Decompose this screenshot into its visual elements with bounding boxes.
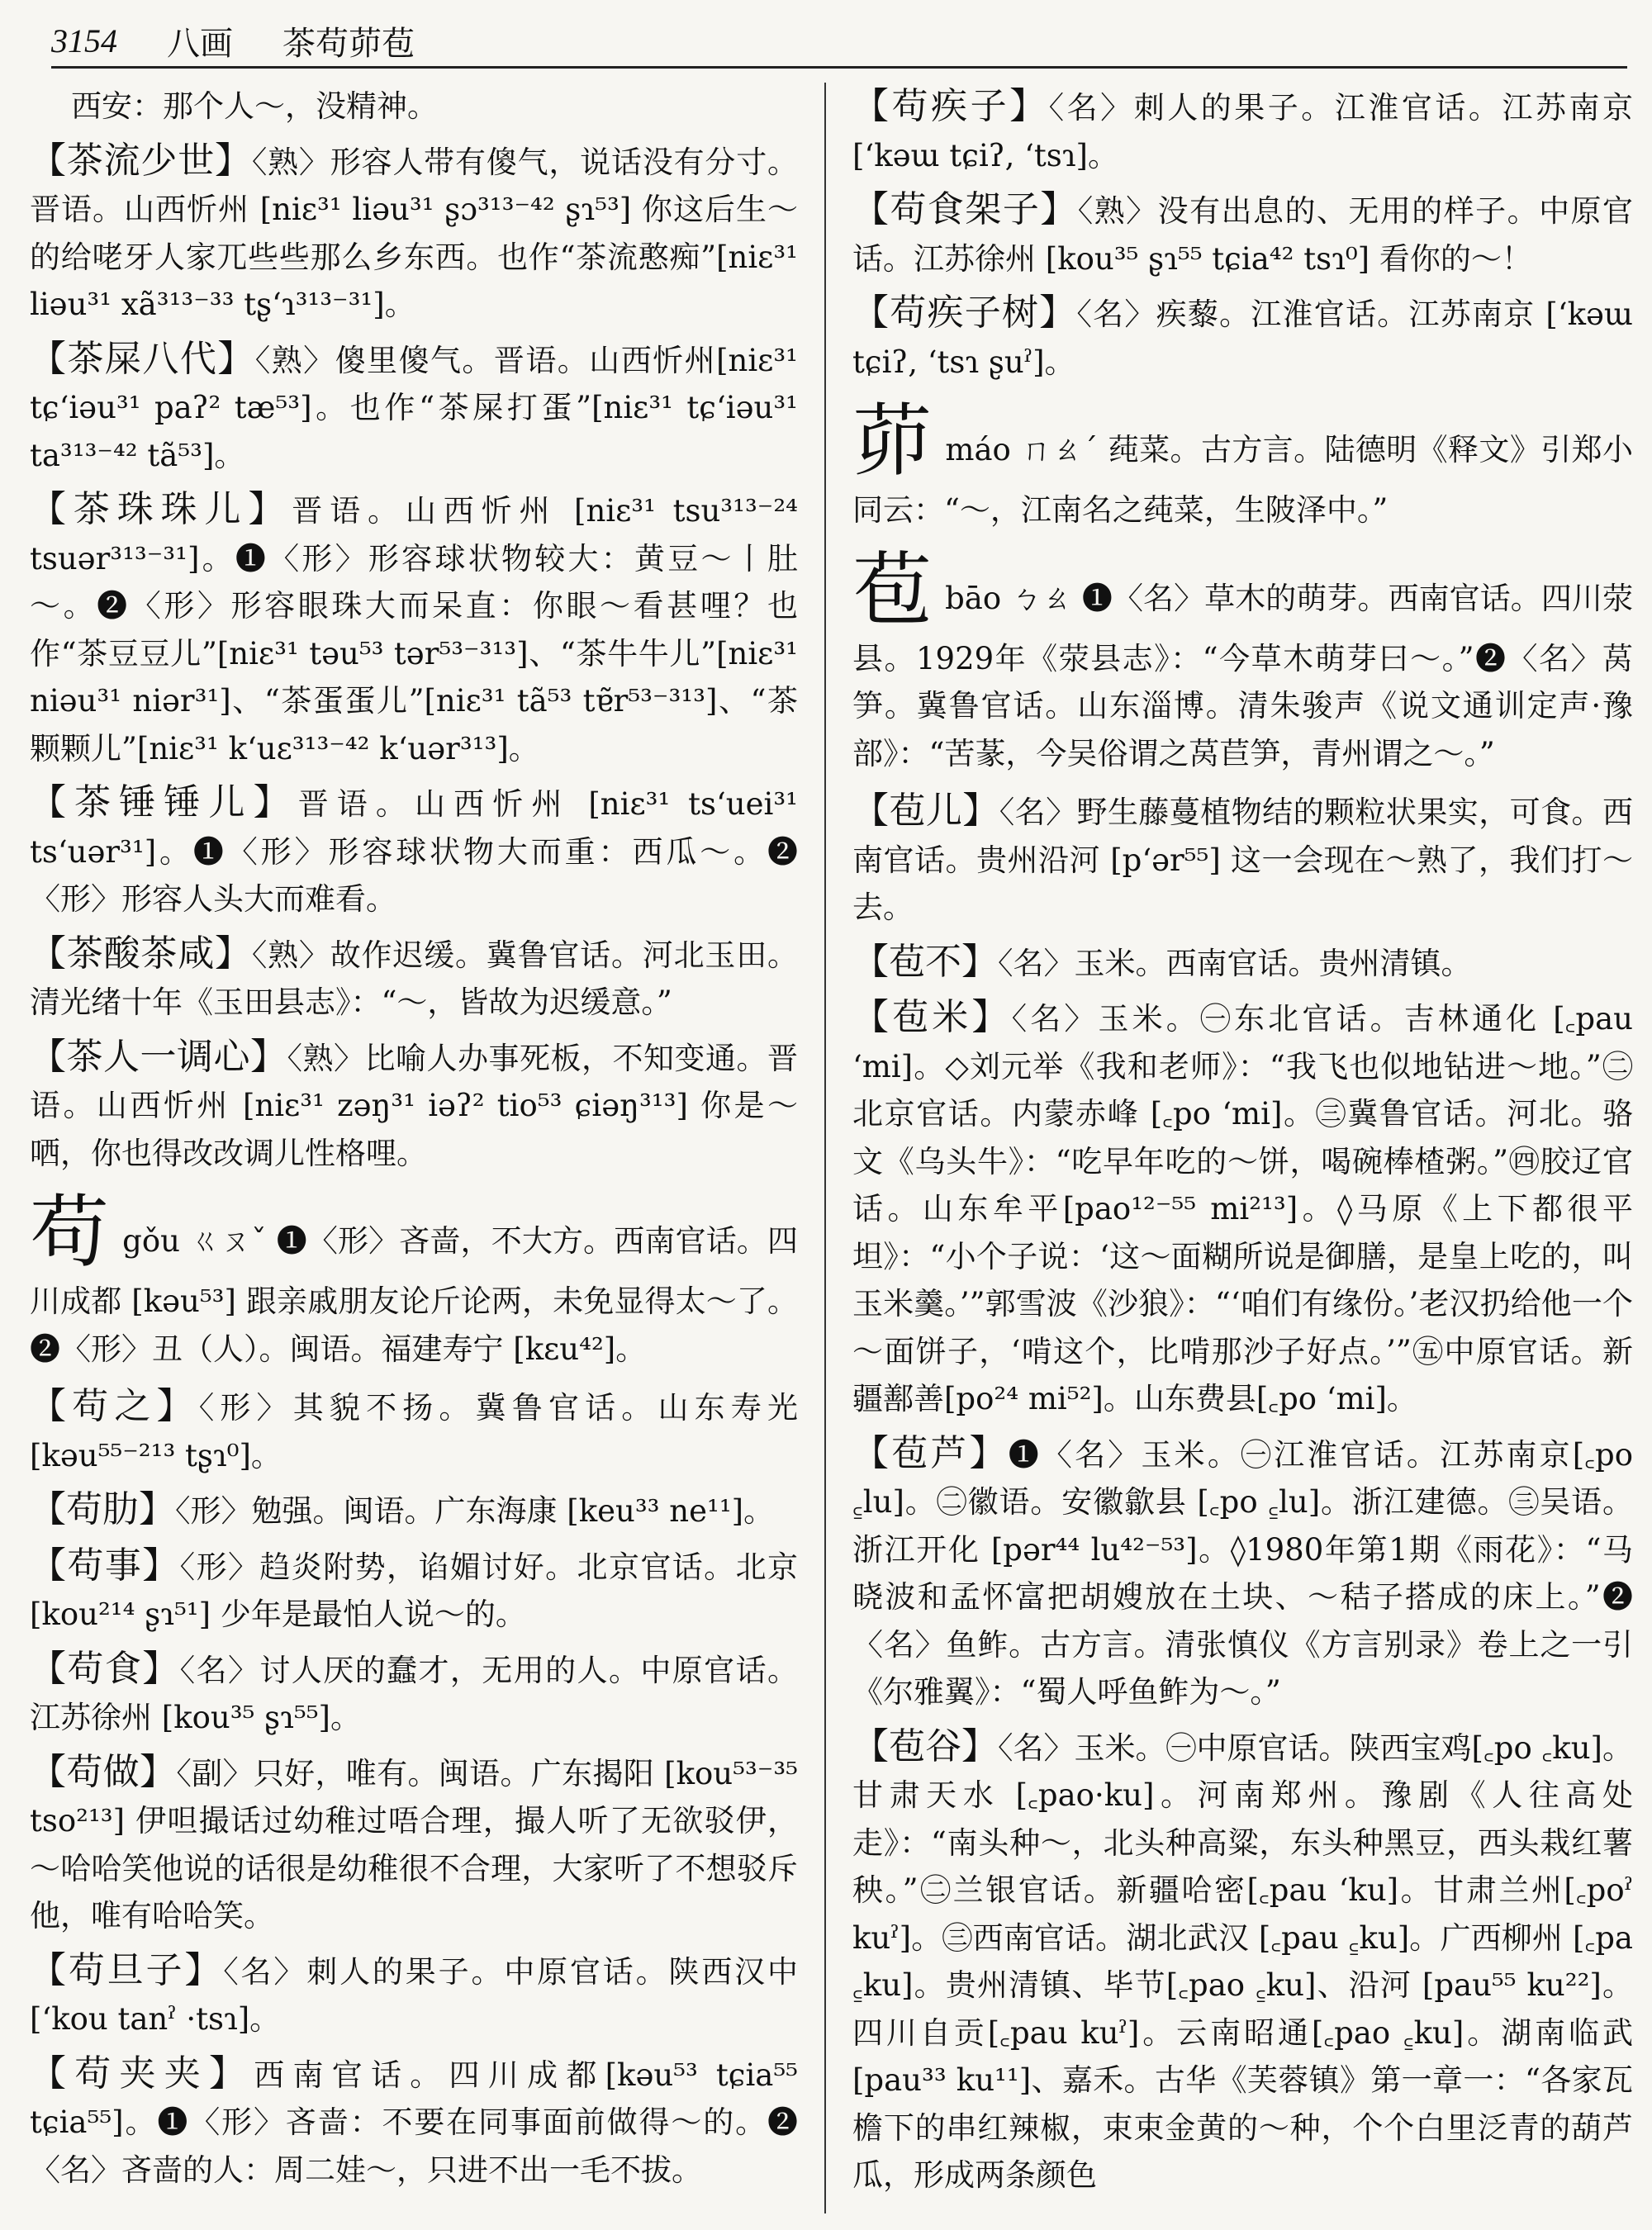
header-chars: 茶苟茆苞	[282, 24, 415, 63]
definition-text: 〈形〉其貌不扬。冀鲁官话。山东寿光[kəu⁵⁵⁻²¹³ tʂɿ⁰]。	[30, 1390, 798, 1473]
dictionary-entry	[30, 930, 798, 1027]
definition-text: ❶〈名〉玉米。㊀江淮官话。江苏南京[꜀po ꜁lu]。㊁徽语。安徽歙县 [꜀po ꜁lu]。浙江建德。㊂吴语。浙江开化 [pər⁴⁴ lu⁴²⁻⁵³]。◊1980年第1期《雨花》：“马晓波和孟怀富把胡嫂放在土块、～秸子搭成的床上。”❷〈名〉鱼鲊。古方言。清张慎仪《方言别录》卷上之一引《尔雅翼》：“蜀人呼鱼鲊为～。”	[852, 1436, 1633, 1710]
definition-text: 〈名〉玉米。西南官话。贵州清镇。	[998, 945, 1472, 981]
definition-text: 〈熟〉形容人带有傻气，说话没有分寸。晋语。山西忻州 [niɛ³¹ liəu³¹ ʂɔ³¹³⁻⁴² ʂɿ⁵³] 你这后生～的给咾牙人家兀些些那么乡东西。也作“茶流憨痴”[niɛ³¹ liəu³¹ xã³¹³⁻³³ tʂʻɿ³¹³⁻³¹]。	[30, 144, 798, 322]
dictionary-entry	[852, 289, 1633, 386]
definition-text: 〈名〉刺人的果子。中原官话。陕西汉中 [ʻkou tanˀ ·tsɿ]。	[30, 1953, 798, 2037]
dictionary-entry	[30, 779, 798, 923]
dictionary-entry	[30, 137, 798, 329]
head-character-entry	[852, 544, 1633, 778]
head-character-entry	[852, 396, 1633, 534]
right-column	[852, 83, 1633, 2213]
dictionary-entry	[30, 2050, 798, 2194]
page-header	[51, 15, 1627, 69]
dictionary-entry	[30, 1033, 798, 1178]
definition-text: 晋语。山西忻州 [niɛ³¹ tsʻuei³¹ tsʻuər³¹]。❶〈形〉形容球状物大而重：西瓜～。❷〈形〉形容人头大而难看。	[30, 786, 798, 917]
definition-text: gǒu ㄍㄡˇ ❶〈形〉吝啬，不大方。西南官话。四川成都 [kəu⁵³] 跟亲戚朋友论斤论两，未免显得太～了。❷〈形〉丑（人）。闽语。福建寿宁 [kɛu⁴²]。	[30, 1223, 798, 1367]
dictionary-entry	[30, 1542, 798, 1639]
stroke-section: 八画	[167, 24, 233, 63]
dictionary-entry	[30, 1383, 798, 1479]
entry-headword: 【茶屎八代】	[30, 337, 255, 380]
head-character: 苞	[852, 543, 933, 636]
dictionary-entry	[30, 1947, 798, 2043]
definition-text: 〈名〉讨人厌的蠢才，无用的人。中原官话。江苏徐州 [kou³⁵ ʂɿ⁵⁵]。	[30, 1652, 798, 1735]
dictionary-entry	[30, 1486, 798, 1535]
dictionary-entry	[852, 1430, 1633, 1716]
entry-headword: 【茶人一调心】	[30, 1035, 287, 1078]
entry-headword: 【苟肋】	[30, 1488, 175, 1530]
definition-text: 〈名〉玉米。㊀东北官话。吉林通化 [꜀pau ʻmi]。◇刘元举《我和老师》：“我飞也似地钻进～地。”㊁北京官话。内蒙赤峰 [꜀po ʻmi]。㊂冀鲁官话。河北。骆文《乌头牛》：“吃早年吃的～饼，喝碗棒楂粥。”㊃胶辽官话。山东牟平[pao¹²⁻⁵⁵ mi²¹³]。◊马原《上下都很平坦》：“小个子说：‘这～面糊所说是御膳，是皇上吃的，叫玉米羹。’”郭雪波《沙狼》：“‘咱们有缘份。’老汉扔给他一个～面饼子，‘啃这个，比啃那沙子好点。’”㊄中原官话。新疆鄯善[po²⁴ mi⁵²]。山东费县[꜀po ʻmi]。	[852, 1001, 1633, 1416]
definition-text: 〈熟〉比喻人办事死板，不知变通。晋语。山西忻州 [niɛ³¹ zəŋ³¹ iəʔ² tio⁵³ ɕiəŋ³¹³] 你是～哂，你也得改改调儿性格哩。	[30, 1040, 798, 1171]
definition-text: bāo ㄅㄠ ❶〈名〉草木的萌芽。西南官话。四川荥县。1929年《荥县志》：“今草木萌芽曰～。”❷〈名〉莴笋。冀鲁官话。山东淄博。清朱骏声《说文通训定声·豫部》：“苦蒃，今吴俗谓之莴苣笋，青州谓之～。”	[852, 580, 1633, 771]
head-character-entry	[30, 1187, 798, 1373]
entry-headword: 【苞芦】	[852, 1431, 1009, 1474]
entry-headword: 【茶流少世】	[30, 139, 252, 182]
definition-text: 〈名〉玉米。㊀中原官话。陕西宝鸡[꜀po ꜀ku]。甘肃天水 [꜀pao·ku]。河南郑州。豫剧《人往高处走》：“南头种～，北头种高粱，东头种黑豆，西头栽红薯秧。”㊁兰银官话。新疆哈密[꜀pau ʻku]。甘肃兰州[꜀poˀ kuˀ]。㊂西南官话。湖北武汉 [꜀pau ꜁ku]。广西柳州 [꜀pa ꜁ku]。贵州清镇、毕节[꜀pao ꜁ku]、沿河 [pau⁵⁵ ku²²]。四川自贡[꜀pau kuˀ]。云南昭通[꜀pao ꜁ku]。湖南临武[pau³³ ku¹¹]、嘉禾。古华《芙蓉镇》第一章一：“各家瓦檐下的串红辣椒，束束金黄的～种，个个白里泛青的葫芦瓜，形成两条颜色	[852, 1729, 1633, 2193]
entry-headword: 【苟做】	[30, 1750, 177, 1793]
head-character: 苟	[30, 1186, 110, 1279]
dictionary-entry	[852, 938, 1633, 988]
continuation-text: 西安：那个人～，没精神。	[71, 88, 438, 124]
dictionary-entry	[852, 1723, 1633, 2199]
entry-continuation	[30, 83, 798, 130]
page-number: 3154	[51, 21, 117, 59]
definition-text: 〈熟〉傻里傻气。晋语。山西忻州[niɛ³¹ tɕʻiəu³¹ paʔ² tæ⁵³]。也作“茶屎打蛋”[niɛ³¹ tɕʻiəu³¹ ta³¹³⁻⁴² tã⁵³]。	[30, 342, 798, 473]
entry-headword: 【苞不】	[852, 940, 998, 983]
head-character: 茆	[852, 395, 933, 487]
definition-text: 〈副〉只好，唯有。闽语。广东揭阳 [kou⁵³⁻³⁵ tso²¹³] 伊呾撮话过幼稚过唔合理，撮人听了无欲驳伊，～哈哈笑他说的话很是幼稚很不合理，大家听了不想驳斥他，唯有哈哈笑。	[30, 1755, 798, 1933]
entry-headword: 【苞儿】	[852, 790, 999, 832]
entry-headword: 【苟之】	[30, 1385, 199, 1427]
dictionary-entry	[30, 335, 798, 480]
dictionary-entry	[852, 186, 1633, 282]
entry-headword: 【苟食架子】	[852, 188, 1078, 230]
entry-headword: 【苟食】	[30, 1647, 180, 1690]
definition-text: 〈熟〉故作迟缓。冀鲁官话。河北玉田。清光绪十年《玉田县志》：“～，皆故为迟缓意。”	[30, 937, 798, 1020]
entry-headword: 【茶珠珠儿】	[30, 488, 292, 530]
entry-headword: 【苟事】	[30, 1544, 180, 1587]
entry-headword: 【苟疾子树】	[852, 292, 1077, 334]
definition-text: 〈熟〉没有出息的、无用的样子。中原官话。江苏徐州 [kou³⁵ ʂɿ⁵⁵ tɕia⁴² tsɿ⁰] 看你的～！	[852, 193, 1633, 277]
entry-headword: 【苞米】	[852, 996, 1012, 1038]
definition-text: 〈形〉勉强。闽语。广东海康 [keu³³ ne¹¹]。	[175, 1493, 775, 1529]
dictionary-entry	[852, 83, 1633, 179]
dictionary-entry	[30, 1645, 798, 1742]
dictionary-entry	[30, 486, 798, 772]
dictionary-entry	[852, 994, 1633, 1423]
entry-headword: 【茶酸茶咸】	[30, 932, 252, 975]
entry-headword: 【苞谷】	[852, 1725, 999, 1767]
definition-text: máo ㄇㄠˊ 莼菜。古方言。陆德明《释文》引郑小同云：“～，江南名之莼菜，生陂泽中。”	[852, 432, 1633, 528]
entry-headword: 【茶锤锤儿】	[30, 781, 298, 823]
entry-headword: 【苟疾子】	[852, 85, 1049, 127]
entry-headword: 【苟旦子】	[30, 1948, 224, 1991]
definition-text: 〈名〉疾藜。江淮官话。江苏南京 [ʻkəɯ tɕiʔ, ʻtsɿ ʂuˀ]。	[852, 297, 1633, 380]
definition-text: 〈形〉趋炎附势，谄媚讨好。北京官话。北京 [kou²¹⁴ ʂɿ⁵¹] 少年是最怕人说～的。	[30, 1549, 798, 1632]
definition-text: 〈名〉野生藤蔓植物结的颗粒状果实，可食。西南官话。贵州沿河 [pʻər⁵⁵] 这一会现在～熟了，我们打～去。	[852, 795, 1633, 925]
definition-text: 〈名〉刺人的果子。江淮官话。江苏南京 [ʻkəɯ tɕiʔ, ʻtsɿ]。	[852, 90, 1633, 173]
entry-headword: 【苟夹夹】	[30, 2052, 254, 2095]
left-column	[30, 83, 798, 2213]
dictionary-entry	[30, 1748, 798, 1940]
definition-text: 西南官话。四川成都[kəu⁵³ tɕia⁵⁵ tɕia⁵⁵]。❶〈形〉吝啬：不要在同事面前做得～的。❷〈名〉吝啬的人：周二娃～，只进不出一毛不拔。	[30, 2057, 798, 2188]
column-divider	[824, 83, 826, 2213]
definition-text: 晋语。山西忻州 [niɛ³¹ tsu³¹³⁻²⁴ tsuər³¹³⁻³¹]。❶〈形〉形容球状物较大：黄豆～丨肚～。❷〈形〉形容眼珠大而呆直：你眼～看甚哩？也作“茶豆豆儿”[niɛ³¹ təu⁵³ tər⁵³⁻³¹³]、“茶牛牛儿”[niɛ³¹ niəu³¹ niər³¹]、“茶蛋蛋儿”[niɛ³¹ tã⁵³ tɐ̃r⁵³⁻³¹³]、“茶颗颗儿”[niɛ³¹ kʻuɛ³¹³⁻⁴² kʻuər³¹³]。	[30, 493, 798, 766]
dictionary-entry	[852, 787, 1633, 932]
